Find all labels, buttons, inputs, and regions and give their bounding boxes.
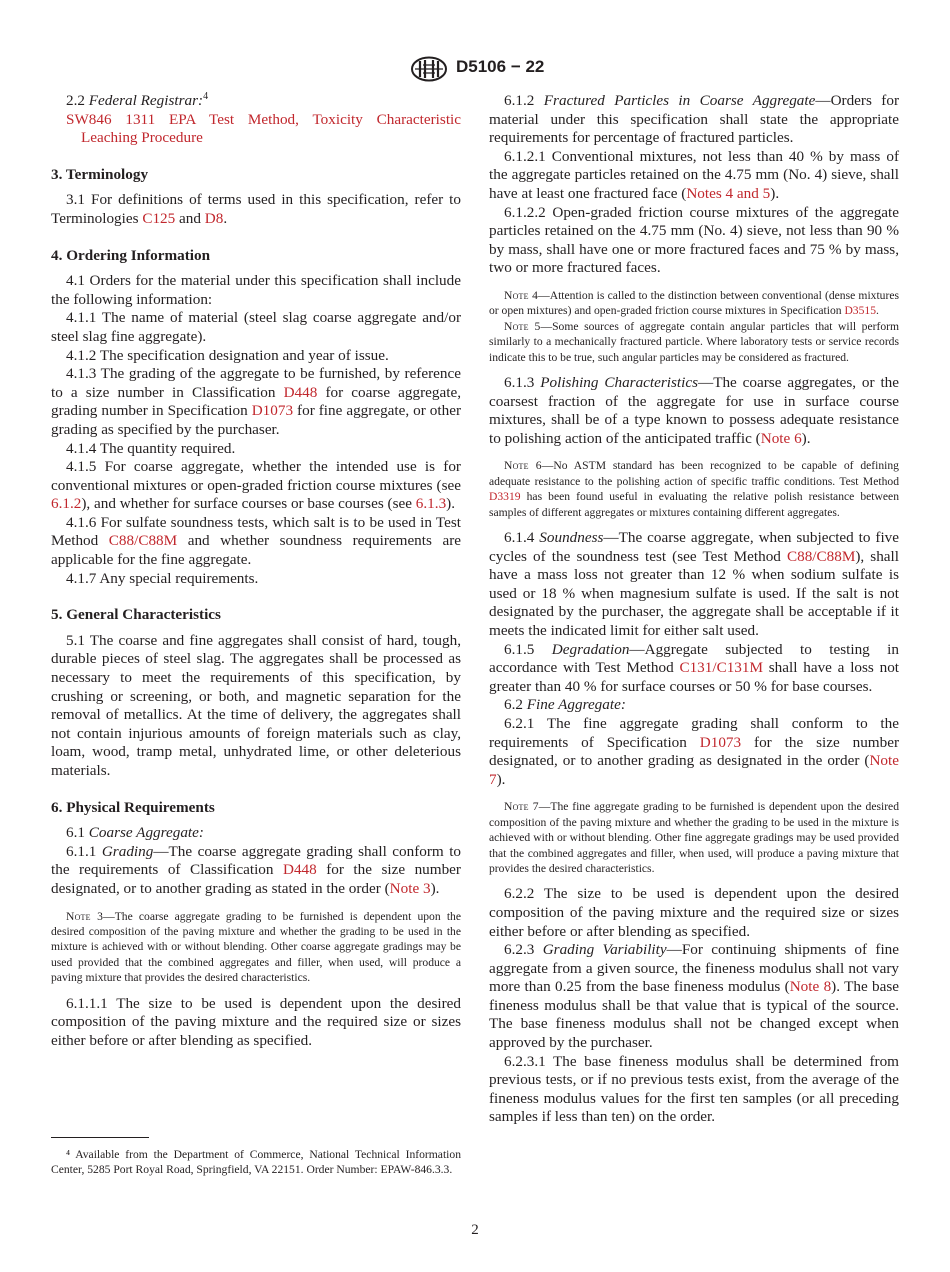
section-6-1-2: 6.1.2 Fractured Particles in Coarse Aggregate—Orders for material under this specification shall state the appropriate requirements for percentage of fractured particles. bbox=[489, 92, 900, 147]
link-d448[interactable]: D448 bbox=[283, 383, 318, 401]
section-4-1-5: 4.1.5 For coarse aggregate, whether the intended use is for conventional mixtures or open-graded friction course mixtures (see 6.1.2), and whether for surface courses or base courses (see 6.1.3). bbox=[51, 458, 461, 513]
astm-logo-icon bbox=[409, 56, 449, 82]
section-4-1: 4.1 Orders for the material under this specification shall include the following information: bbox=[51, 272, 461, 308]
section-4-1-6: 4.1.6 For sulfate soundness tests, which salt is to be used in Test Method C88/C88M and whether soundness requirements are applicable for the fine aggregate. bbox=[51, 513, 461, 569]
section-6-2-2: 6.2.2 The size to be used is dependent upon the desired composition of the paving mixture and the required size or sizes either before or after blending as specified. bbox=[489, 885, 899, 940]
note-7: Note 7—The fine aggregate grading to be furnished is dependent upon the desired composition of the paving mixture and whether the grading to be used in the mixture is achieved with or without blending. Other fine aggregate gradings may be used provided that the combined aggregates and filler, when used, will produce a paving mixture that provides the desired characteristics. bbox=[489, 800, 900, 875]
section-6-1-3: 6.1.3 Polishing Characteristics—The coarse aggregates, or the coarsest fraction of the aggregate for use in surface course mixtures, shall be of a type known to possess adequate resistance to polishing action of the anticipated traffic (Note 6). bbox=[489, 373, 899, 447]
section-6-2-1: 6.2.1 The fine aggregate grading shall conform to the requirements of Specification D1073 for the size number designated, or to another grading as designated in the order (Note 7). bbox=[489, 714, 900, 788]
link-d1073[interactable]: D1073 bbox=[251, 402, 294, 420]
section-6-1-1-1: 6.1.1.1 The size to be used is dependent upon the desired composition of the paving mixture and the required size or sizes either before or after blending as specified. bbox=[51, 994, 461, 1049]
link-d3515[interactable]: D3515 bbox=[844, 304, 876, 318]
link-d8[interactable]: D8 bbox=[204, 209, 224, 227]
standard-designation: D5106 − 22 bbox=[456, 57, 545, 76]
section-2-2: 2.2 Federal Registrar:$^4$ bbox=[66, 90, 209, 109]
section-6-2-3-1: 6.2.3.1 The base fineness modulus shall be determined from previous tests, or if no previous tests exist, from the average of the fineness modulus values for the first ten samples (or all preceding samples if less than ten) on the order. bbox=[489, 1052, 899, 1126]
heading-terminology: 3. Terminology bbox=[51, 165, 149, 183]
page-header bbox=[0, 56, 950, 86]
link-note-3[interactable]: Note 3 bbox=[389, 879, 431, 897]
section-6-1-2-2: 6.1.2.2 Open-graded friction course mixtures of the aggregate particles retained on the 4.75 mm (No. 4) sieve, not less than 90 % by mass, shall have one or more fractured faces and 75 % by mass, two or more fractured faces. bbox=[489, 203, 899, 277]
page-number: 2 bbox=[471, 1222, 479, 1238]
section-6-2: 6.2 Fine Aggregate: bbox=[504, 696, 626, 714]
link-c88[interactable]: C88/C88M bbox=[786, 547, 856, 565]
heading-physical-requirements: 6. Physical Requirements bbox=[51, 798, 215, 816]
note-5: Note 5—Some sources of aggregate contain angular particles that will perform similarly to a mechanically fractured particle. Where laboratory tests or service records indicate this to be true, such angular particles may be considered as fractured. bbox=[489, 319, 899, 364]
section-6-1-5: 6.1.5 Degradation—Aggregate subjected to testing in accordance with Test Method C131/C131M shall have a loss not greater than 40 % for surface courses or 50 % for base courses. bbox=[489, 640, 900, 695]
link-d448[interactable]: D448 bbox=[282, 861, 317, 879]
section-6-1: 6.1 Coarse Aggregate: bbox=[66, 824, 204, 842]
link-note-7[interactable]: Note 7 bbox=[489, 752, 899, 788]
note-3: Note 3—The coarse aggregate grading to be furnished is dependent upon the desired composition of the paving mixture and whether the grading to be used in the mixture is achieved with or without blending. Other coarse aggregate gradings may be used provided that the combined aggregates and filler, when used, will produce a paving mixture that provides the desired characteristics. bbox=[51, 909, 461, 985]
note-4: Note 4—Attention is called to the distinction between conventional (dense mixtures or open mixtures) and open-graded friction course mixtures in Specification D3515. bbox=[489, 288, 899, 318]
footnote-4: ⁴ Available from the Department of Commerce, National Technical Information Center, 5285 Port Royal Road, Springfield, VA 22151. Order Number: EPAW-846.3.3. bbox=[51, 1148, 461, 1177]
reference-sw846[interactable]: SW846 1311 EPA Test Method, Toxicity Characteristic Leaching Procedure bbox=[66, 110, 461, 147]
section-4-1-2: 4.1.2 The specification designation and year of issue. bbox=[66, 346, 389, 364]
link-c88[interactable]: C88/C88M bbox=[108, 532, 178, 550]
heading-ordering-information: 4. Ordering Information bbox=[51, 246, 211, 264]
section-4-1-7: 4.1.7 Any special requirements. bbox=[66, 569, 259, 587]
section-6-1-2-1: 6.1.2.1 Conventional mixtures, not less than 40 % by mass of the aggregate particles retained on the 4.75 mm (No. 4) sieve, shall have at least one fractured face (Notes 4 and 5). bbox=[489, 147, 899, 202]
link-note-6[interactable]: Note 6 bbox=[760, 429, 802, 447]
section-6-1-1: 6.1.1 Grading—The coarse aggregate grading shall conform to the requirements of Classification D448 for the size number designated, or to another grading as stated in the order (Note 3). bbox=[51, 842, 462, 897]
link-6-1-3[interactable]: 6.1.3 bbox=[415, 495, 447, 513]
heading-general-characteristics: 5. General Characteristics bbox=[51, 606, 221, 624]
link-6-1-2[interactable]: 6.1.2 bbox=[51, 495, 82, 513]
footnote-divider bbox=[51, 1137, 149, 1138]
link-d3319[interactable]: D3319 bbox=[489, 490, 521, 504]
section-6-2-3: 6.2.3 Grading Variability—For continuing shipments of fine aggregate from a given source, the fineness modulus shall not vary more than 0.25 from the base fineness modulus (Note 8). The base fineness modulus shall be that value that is typical of the source. The base fineness modulus shall not be changed except when approved by the purchaser. bbox=[489, 941, 900, 1052]
link-note-8[interactable]: Note 8 bbox=[789, 978, 832, 996]
link-d1073[interactable]: D1073 bbox=[699, 733, 742, 751]
section-3-1: 3.1 For definitions of terms used in this specification, refer to Terminologies C125 and D8. bbox=[51, 191, 461, 227]
section-6-1-4: 6.1.4 Soundness—The coarse aggregate, when subjected to five cycles of the soundness test (see Test Method C88/C88M), shall have a mass loss not greater than 12 % when sodium sulfate is used or 18 % when magnesium sulfate is used. If the salt is not designated by the purchaser, the aggregate shall be acceptable if it meets the indicated limit for either salt used. bbox=[489, 528, 900, 639]
link-notes-4-5[interactable]: Notes 4 and 5 bbox=[686, 184, 771, 202]
section-5-1: 5.1 The coarse and fine aggregates shall consist of hard, tough, durable pieces of steel slag. The aggregates shall be processed as necessary to meet the requirements of this specification, by crushing or screening, or both, and magnetic separation for the removal of metallics. At the time of delivery, the aggregates shall not contain injurious amounts of foreign materials such as clay, loam, wood, tramp metal, unhydrated lime, or other deleterious materials. bbox=[51, 631, 461, 779]
left-column bbox=[51, 92, 461, 1050]
link-c131[interactable]: C131/C131M bbox=[679, 659, 763, 677]
section-4-1-3: 4.1.3 The grading of the aggregate to be furnished, by reference to a size number in Classification D448 for coarse aggregate, grading number in Specification D1073 for fine aggregate, or other grading as specified by the purchaser. bbox=[51, 365, 462, 438]
right-column bbox=[489, 92, 899, 1127]
section-4-1-4: 4.1.4 The quantity required. bbox=[66, 439, 236, 457]
section-4-1-1: 4.1.1 The name of material (steel slag coarse aggregate and/or steel slag fine aggregate). bbox=[51, 309, 461, 345]
link-c125[interactable]: C125 bbox=[142, 209, 176, 227]
note-6: Note 6—No ASTM standard has been recognized to be capable of defining adequate resistance to the polishing action of specific traffic conditions. Test Method D3319 has been found useful in evaluating the relative polish resistance between samples of different aggregates or mixtures containing different aggregates. bbox=[489, 459, 899, 519]
